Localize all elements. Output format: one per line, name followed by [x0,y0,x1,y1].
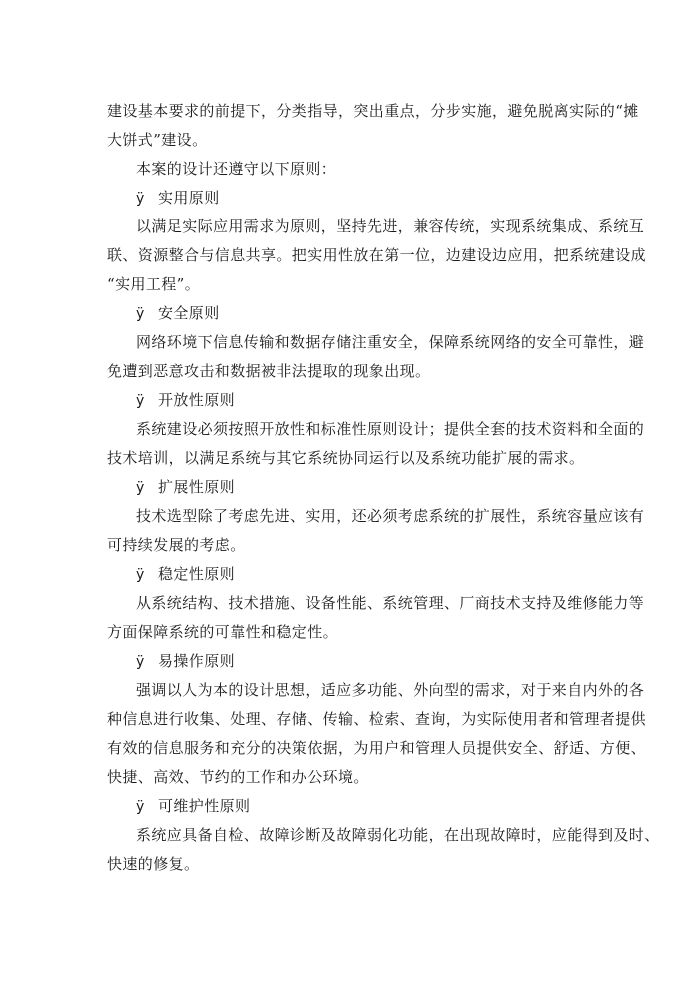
principle-heading-extensibility [136,477,235,498]
bullet-marker-icon: ÿ [136,480,145,496]
paragraph-line: 种信息进行收集、处理、存储、传输、检索、查询，为实际使用者和管理者提供 [107,710,647,728]
principle-title: 开放性原则 [158,391,236,409]
paragraph-line: 强调以人为本的设计思想，适应多功能、外向型的需求，对于来自内外的各 [136,681,645,699]
principle-title: 稳定性原则 [158,565,236,583]
paragraph-line: 以满足实际应用需求为原则，坚持先进，兼容传统，实现系统集成、系统互 [136,217,645,235]
principle-title: 可维护性原则 [158,797,251,815]
paragraph-line: 联、资源整合与信息共享。把实用性放在第一位，边建设边应用，把系统建设成 [107,246,647,264]
principle-heading-security [136,303,220,324]
principle-title: 实用原则 [158,189,220,207]
principle-heading-maintainability [136,796,250,817]
paragraph-line: 网络环境下信息传输和数据存储注重安全，保障系统网络的安全可靠性，避 [136,333,645,351]
principle-title: 扩展性原则 [158,478,236,496]
bullet-marker-icon: ÿ [136,191,145,207]
paragraph-line: 系统应具备自检、故障诊断及故障弱化功能，在出现故障时，应能得到及时、 [136,826,660,844]
intro-lead: 本案的设计还遵守以下原则： [136,160,337,178]
paragraph-line: 技术选型除了考虑先进、实用，还必须考虑系统的扩展性，系统容量应该有 [136,507,645,525]
bullet-marker-icon: ÿ [136,654,145,670]
paragraph-line: “实用工程”。 [107,275,201,293]
paragraph-line: 技术培训，以满足系统与其它系统协同运行以及系统功能扩展的需求。 [107,449,585,467]
bullet-marker-icon: ÿ [136,306,145,322]
paragraph-line: 可持续发展的考虑。 [107,536,246,554]
paragraph-line: 系统建设必须按照开放性和标准性原则设计；提供全套的技术资料和全面的 [136,420,645,438]
paragraph-line: 从系统结构、技术措施、设备性能、系统管理、厂商技术支持及维修能力等 [136,594,645,612]
paragraph-line: 快速的修复。 [107,855,200,873]
principle-title: 安全原则 [158,304,220,322]
bullet-marker-icon: ÿ [136,799,145,815]
bullet-marker-icon: ÿ [136,567,145,583]
principle-heading-stability [136,564,235,585]
paragraph-line: 快捷、高效、节约的工作和办公环境。 [107,768,369,786]
bullet-marker-icon: ÿ [136,393,145,409]
paragraph-line: 有效的信息服务和充分的决策依据，为用户和管理人员提供安全、舒适、方便、 [107,739,647,757]
principle-heading-usability [136,651,235,672]
paragraph-line: 免遭到恶意攻击和数据被非法提取的现象出现。 [107,362,431,380]
intro-line-1: 建设基本要求的前提下，分类指导，突出重点，分步实施，避免脱离实际的“摊 [107,102,639,120]
paragraph-line: 方面保障系统的可靠性和稳定性。 [107,623,339,641]
principle-title: 易操作原则 [158,652,236,670]
intro-line-2: 大饼式”建设。 [107,131,208,149]
principle-heading-openness [136,390,235,411]
principle-heading-practical [136,188,220,209]
